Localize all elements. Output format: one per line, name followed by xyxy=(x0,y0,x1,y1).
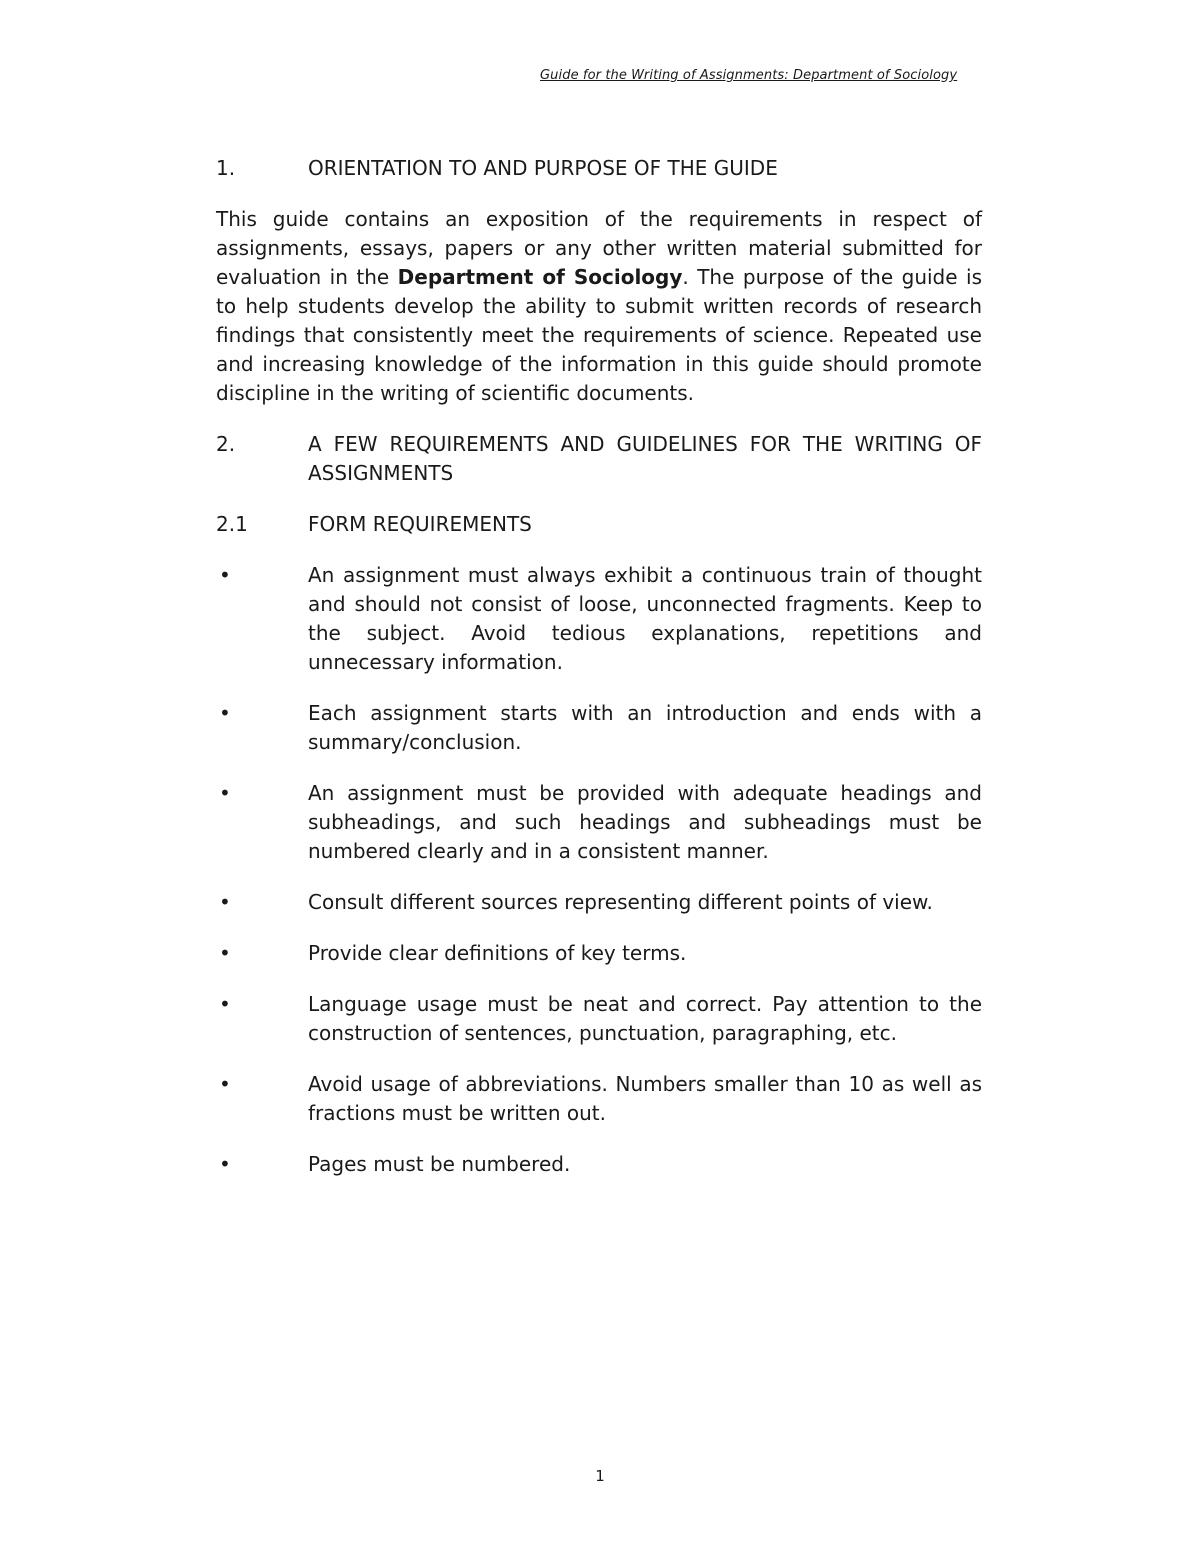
list-item-text: Pages must be numbered. xyxy=(308,1152,571,1176)
list-item xyxy=(216,699,982,757)
section-1-heading xyxy=(216,154,982,183)
section-2-heading xyxy=(216,430,982,488)
list-item-text: An assignment must be provided with adequate headings and subheadings, and such headings and subheadings must be numbered clearly and in a consistent manner. xyxy=(308,781,982,863)
bullet-icon: • xyxy=(219,1072,231,1096)
department-name: Department of Sociology xyxy=(397,265,683,289)
list-item xyxy=(216,888,982,917)
page-number: 1 xyxy=(595,1467,605,1485)
list-item-text: An assignment must always exhibit a continuous train of thought and should not consist of loose, unconnected fragments. Keep to the subject. Avoid tedious explanations, repetitions and unnecessary information. xyxy=(308,563,982,674)
section-number: 2. xyxy=(216,432,236,456)
list-item-text: Each assignment starts with an introduction and ends with a summary/conclusion. xyxy=(308,701,982,754)
list-item xyxy=(216,1150,982,1179)
bullet-icon: • xyxy=(219,1152,231,1176)
section-number: 2.1 xyxy=(216,512,248,536)
paragraph-text: . The purpose of the guide is to help students develop the ability to submit written records of research findings that consistently meet the requirements of science. Repeated use and increasing knowledge of the information in this guide should promote discipline in the writing of scientific documents. xyxy=(216,265,982,405)
bullet-icon: • xyxy=(219,941,231,965)
form-requirements-list xyxy=(216,561,982,1179)
bullet-icon: • xyxy=(219,781,231,805)
bullet-icon: • xyxy=(219,563,231,587)
section-2-1-heading xyxy=(216,510,982,539)
list-item-text: Consult different sources representing different points of view. xyxy=(308,890,933,914)
paragraph-text: This guide contains an exposition of the requirements in respect of assignments, essays, papers or any other written material submitted for evaluation in the xyxy=(216,207,982,289)
list-item xyxy=(216,939,982,968)
list-item xyxy=(216,990,982,1048)
document-body xyxy=(216,154,982,1201)
section-title: A FEW REQUIREMENTS AND GUIDELINES FOR THE WRITING OF ASSIGNMENTS xyxy=(308,432,982,485)
section-title: FORM REQUIREMENTS xyxy=(308,512,532,536)
list-item-text: Avoid usage of abbreviations. Numbers smaller than 10 as well as fractions must be written out. xyxy=(308,1072,982,1125)
list-item-text: Provide clear definitions of key terms. xyxy=(308,941,687,965)
list-item xyxy=(216,779,982,866)
bullet-icon: • xyxy=(219,992,231,1016)
list-item xyxy=(216,1070,982,1128)
list-item xyxy=(216,561,982,677)
section-number: 1. xyxy=(216,156,236,180)
running-header: Guide for the Writing of Assignments: Department of Sociology xyxy=(540,68,958,83)
bullet-icon: • xyxy=(219,890,231,914)
section-title: ORIENTATION TO AND PURPOSE OF THE GUIDE xyxy=(308,156,778,180)
list-item-text: Language usage must be neat and correct. Pay attention to the construction of sentences, punctuation, paragraphing, etc. xyxy=(308,992,982,1045)
section-1-paragraph xyxy=(216,205,982,408)
bullet-icon: • xyxy=(219,701,231,725)
